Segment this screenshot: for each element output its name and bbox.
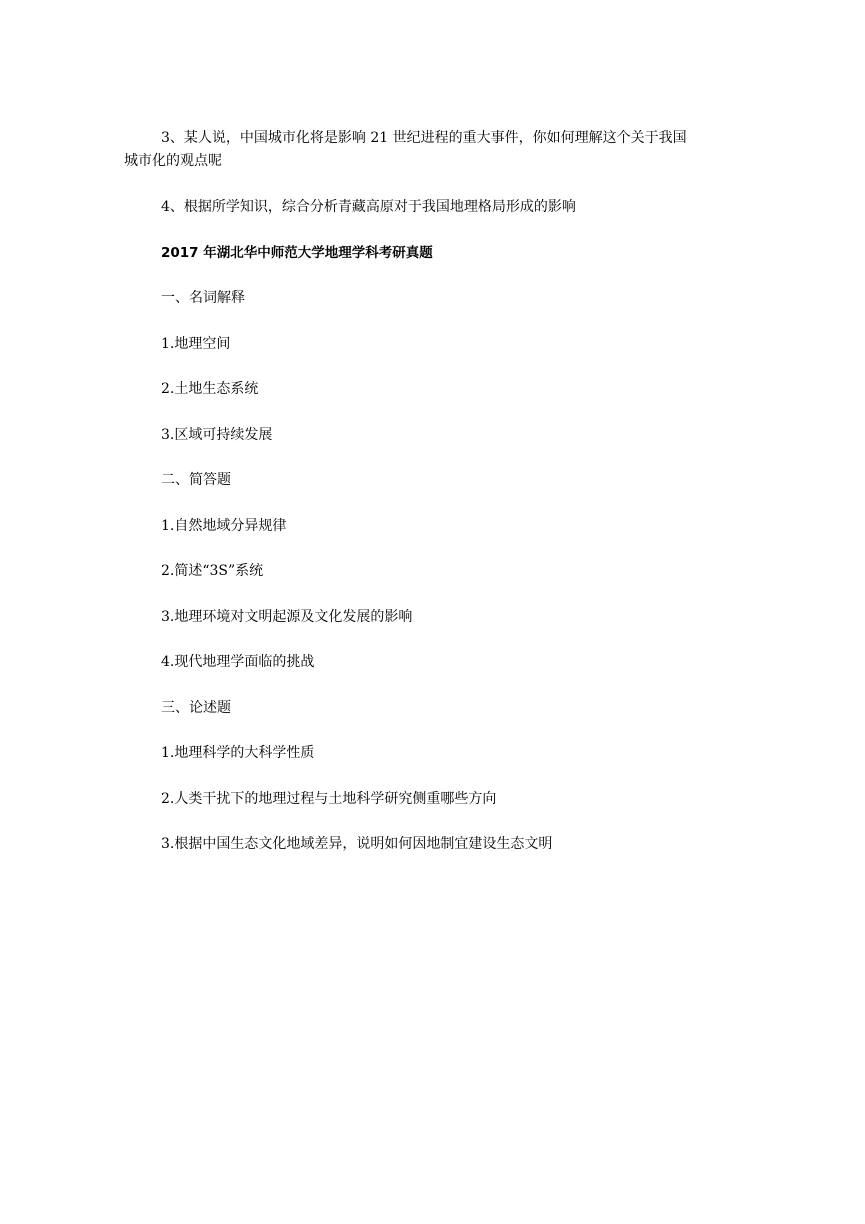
- question-3-line-2: 城市化的观点呢: [124, 153, 222, 169]
- section-1-item: 3.区域可持续发展: [161, 427, 273, 443]
- exam-title: 2017 年湖北华中师范大学地理学科考研真题: [161, 245, 433, 261]
- question-3-line-1: 3、某人说，中国城市化将是影响 21 世纪进程的重大事件，你如何理解这个关于我国: [161, 130, 687, 146]
- section-2-item: 2.简述“3S”系统: [161, 563, 264, 579]
- section-3-item: 3.根据中国生态文化地域差异，说明如何因地制宜建设生态文明: [161, 836, 553, 852]
- section-1-heading: 一、名词解释: [161, 290, 245, 306]
- section-3-heading: 三、论述题: [161, 700, 231, 716]
- question-3-paragraph: [124, 127, 744, 173]
- section-1-item: 2.土地生态系统: [161, 381, 259, 397]
- section-3-item: 1.地理科学的大科学性质: [161, 745, 315, 761]
- section-2-item: 1.自然地域分异规律: [161, 518, 287, 534]
- section-2-heading: 二、简答题: [161, 472, 231, 488]
- section-3-item: 2.人类干扰下的地理过程与土地科学研究侧重哪些方向: [161, 791, 497, 807]
- section-2-item: 3.地理环境对文明起源及文化发展的影响: [161, 609, 413, 625]
- section-2-item: 4.现代地理学面临的挑战: [161, 654, 315, 670]
- section-1-item: 1.地理空间: [161, 336, 231, 352]
- question-4-paragraph: 4、根据所学知识，综合分析青藏高原对于我国地理格局形成的影响: [161, 199, 576, 215]
